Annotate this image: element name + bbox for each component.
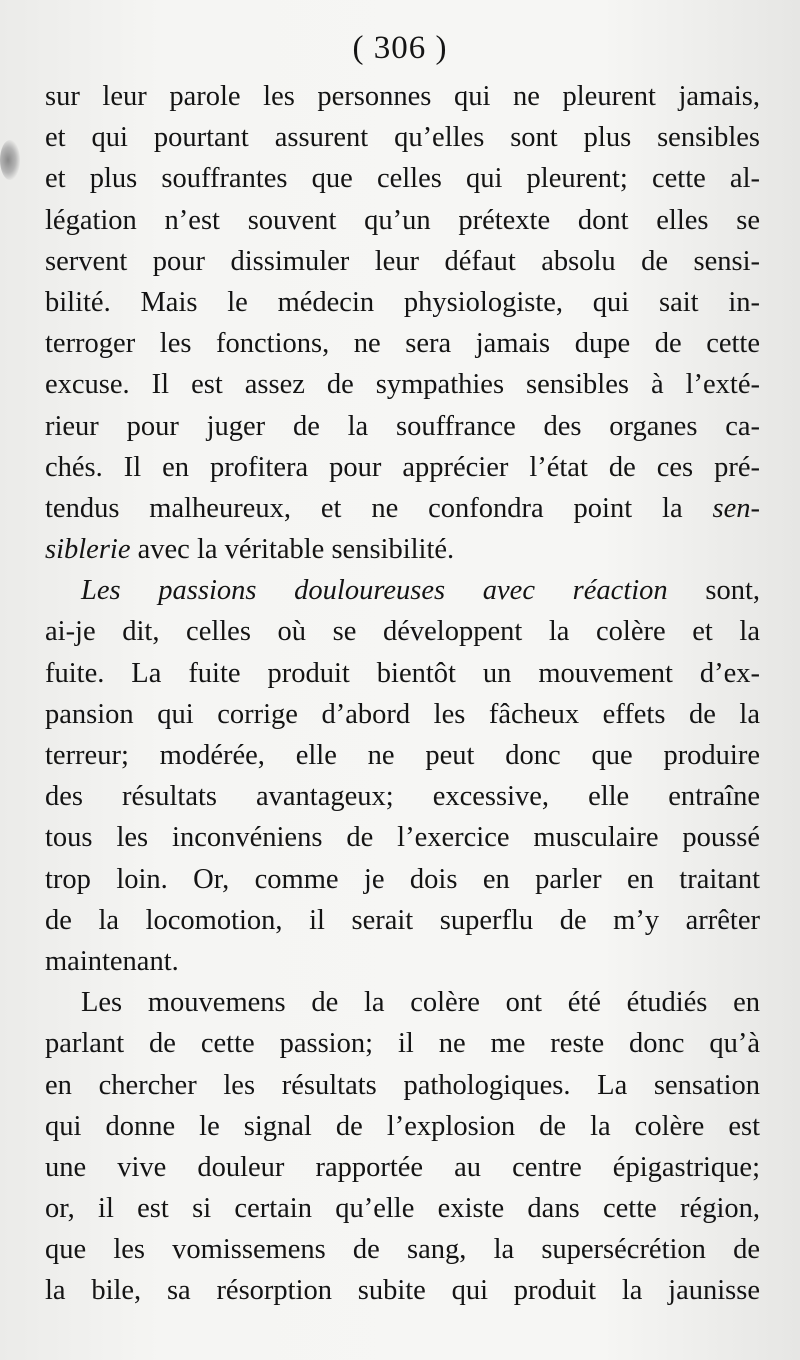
text-line: [45, 529, 760, 570]
text-line: [45, 117, 760, 158]
text-run: que les vomissemens de sang, la supersécrétion de: [45, 1234, 760, 1266]
text-run: terroger les fonctions, ne sera jamais dupe de cette: [45, 328, 760, 360]
text-run: fuite. La fuite produit bientôt un mouvement d’ex-: [45, 657, 760, 689]
text-run: trop loin. Or, comme je dois en parler en traitant: [45, 863, 760, 895]
text-line: [45, 570, 760, 611]
text-line: [45, 447, 760, 488]
text-line: [45, 694, 760, 735]
text-run: excuse. Il est assez de sympathies sensibles à l’exté-: [45, 369, 760, 401]
text-run: légation n’est souvent qu’un prétexte dont elles se: [45, 204, 760, 236]
text-run: de la locomotion, il serait superflu de m’y arrêter: [45, 904, 760, 936]
text-run: sur leur parole les personnes qui ne pleurent jamais,: [45, 81, 760, 112]
italic-text: siblerie: [45, 534, 131, 566]
text-run: bilité. Mais le médecin physiologiste, qui sait in-: [45, 286, 760, 318]
text-line: [45, 1023, 760, 1064]
text-line: [45, 776, 760, 817]
italic-text: sen-: [712, 492, 760, 524]
text-line: [45, 323, 760, 364]
text-line: [45, 488, 760, 529]
text-line: [45, 653, 760, 694]
text-run: maintenant.: [45, 945, 179, 977]
text-run: chés. Il en profitera pour apprécier l’état de ces pré-: [45, 451, 760, 483]
ink-smudge: [0, 140, 20, 180]
text-run: terreur; modérée, elle ne peut donc que produire: [45, 740, 760, 771]
text-run: en chercher les résultats pathologiques. La sensation: [45, 1069, 760, 1101]
text-run: pansion qui corrige d’abord les fâcheux effets de la: [45, 698, 760, 730]
text-line: [45, 817, 760, 858]
text-run: tous les inconvéniens de l’exercice musculaire poussé: [45, 822, 760, 854]
text-line: [45, 241, 760, 282]
text-run: une vive douleur rapportée au centre épigastrique;: [45, 1151, 760, 1183]
text-line: [45, 900, 760, 941]
italic-text: Les passions douloureuses avec réaction: [81, 575, 668, 607]
text-run: et plus souffrantes que celles qui pleurent; cette al-: [45, 163, 760, 195]
text-line: [45, 406, 760, 447]
text-run: ai-je dit, celles où se développent la colère et la: [45, 616, 760, 648]
text-run: Les mouvemens de la colère ont été étudiés en: [81, 987, 760, 1019]
text-run: la bile, sa résorption subite qui produit la jaunisse: [45, 1275, 760, 1307]
text-line: [45, 611, 760, 652]
text-run: tendus malheureux, et ne confondra point la: [45, 492, 713, 524]
text-line: [45, 982, 760, 1023]
text-run: et qui pourtant assurent qu’elles sont plus sensibles: [45, 122, 760, 154]
text-run: avec la véritable sensibilité.: [130, 534, 455, 566]
text-line: [45, 1065, 760, 1106]
body-text: [45, 76, 760, 1312]
text-run: qui donne le signal de l’explosion de la colère est: [45, 1110, 760, 1142]
text-line: [45, 1270, 760, 1311]
text-line: [45, 200, 760, 241]
text-run: sont,: [667, 575, 760, 607]
text-run: servent pour dissimuler leur défaut absolu de sensi-: [45, 245, 760, 277]
text-line: [45, 1106, 760, 1147]
text-run: des résultats avantageux; excessive, elle entraîne: [45, 781, 760, 813]
text-run: or, il est si certain qu’elle existe dans cette région,: [45, 1193, 760, 1225]
text-line: [45, 1229, 760, 1270]
text-line: [45, 1147, 760, 1188]
text-line: [45, 735, 760, 776]
text-line: [45, 1188, 760, 1229]
text-run: parlant de cette passion; il ne me reste donc qu’à: [45, 1028, 760, 1060]
text-line: [45, 859, 760, 900]
page-number: ( 306 ): [352, 30, 448, 66]
text-run: rieur pour juger de la souffrance des organes ca-: [45, 410, 760, 442]
text-line: [45, 364, 760, 405]
text-line: [45, 158, 760, 199]
text-line: [45, 941, 760, 982]
text-line: [45, 282, 760, 323]
text-line: [45, 76, 760, 117]
